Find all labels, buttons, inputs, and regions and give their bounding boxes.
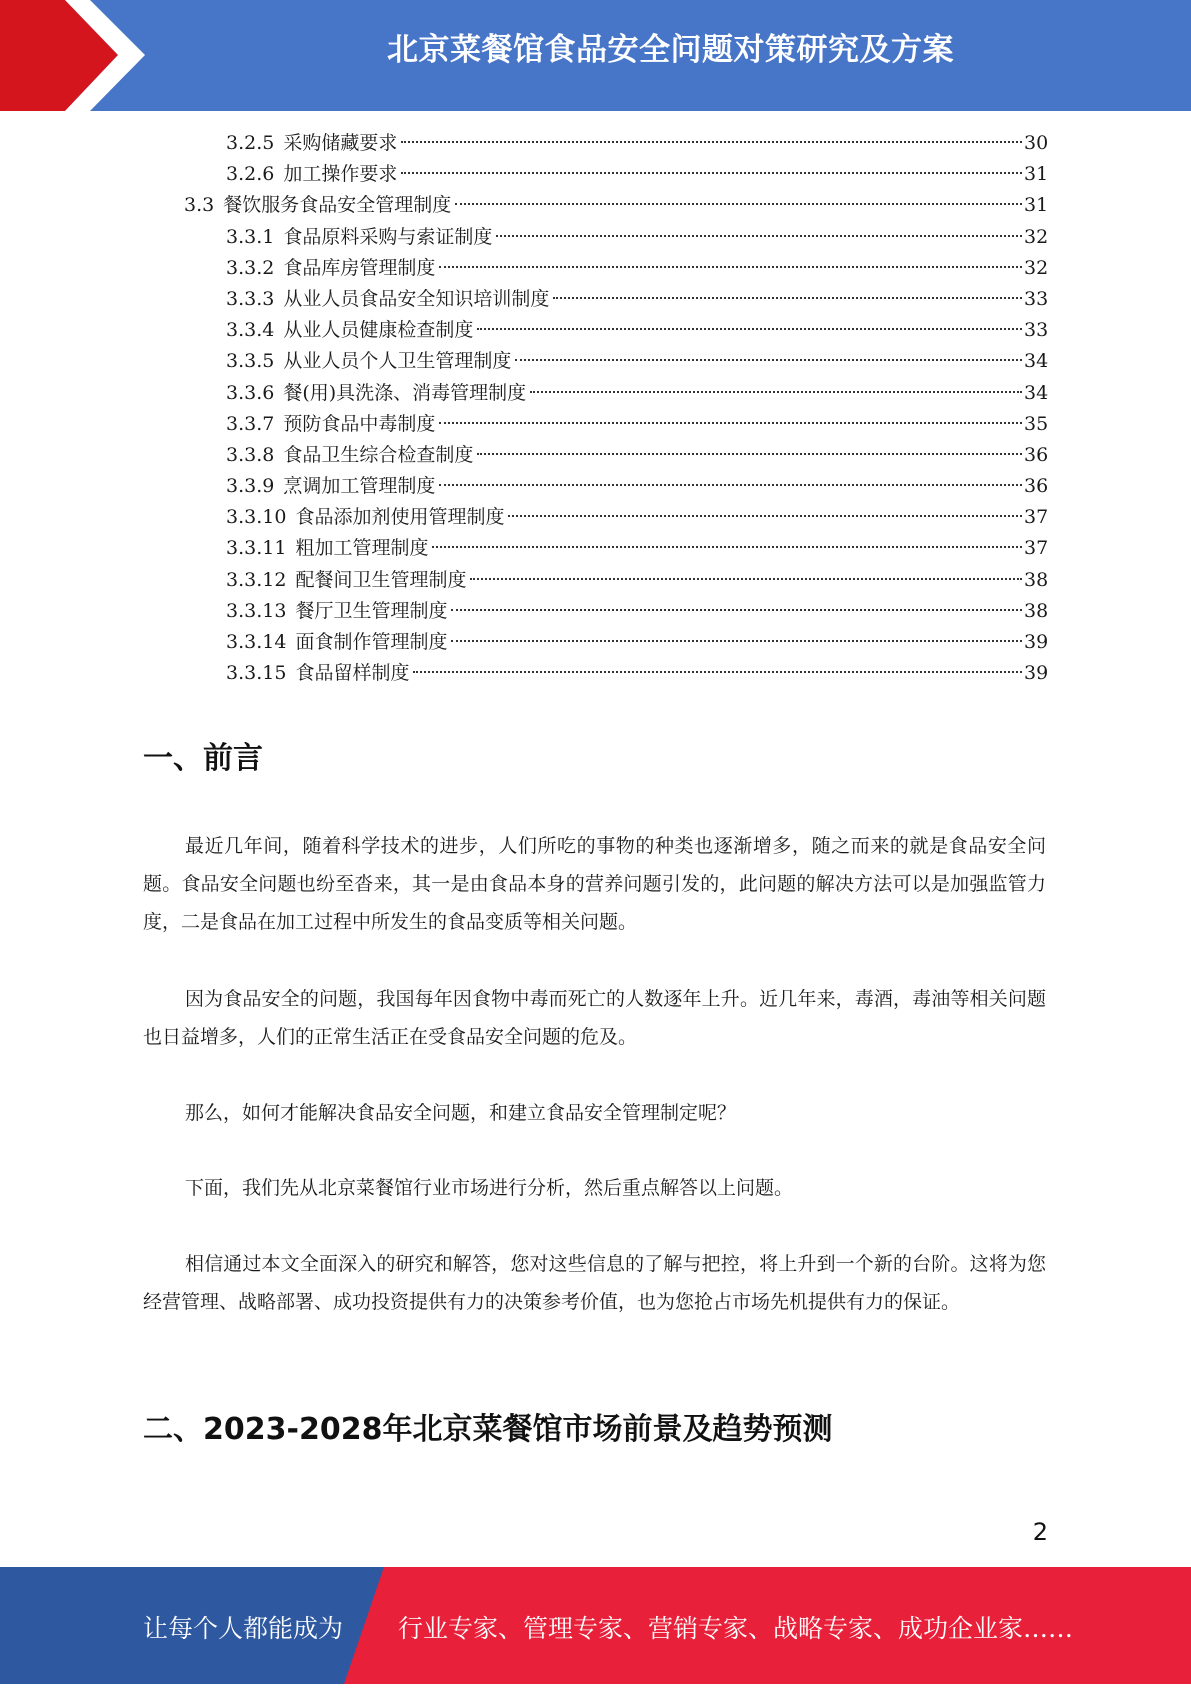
toc-entry-page: 37 bbox=[1024, 537, 1049, 560]
toc-entry-page: 34 bbox=[1024, 350, 1049, 373]
toc-entry[interactable] bbox=[0, 596, 1191, 627]
toc-entry-page: 32 bbox=[1024, 225, 1049, 248]
toc-entry-title: 餐饮服务食品安全管理制度 bbox=[223, 194, 452, 217]
section-heading-market-forecast: 二、2023-2028年北京菜餐馆市场前景及趋势预测 bbox=[143, 1412, 833, 1447]
page-footer bbox=[0, 1567, 1191, 1684]
toc-entry-number: 3.3.12 bbox=[226, 568, 287, 591]
paragraph: 因为食品安全的问题，我国每年因食物中毒而死亡的人数逐年上升。近几年来，毒酒，毒油等相关问题也日益增多，人们的正常生活正在受食品安全问题的危及。 bbox=[143, 988, 1046, 1048]
toc-entry-number: 3.2.5 bbox=[226, 132, 275, 154]
toc-entry-title: 从业人员食品安全知识培训制度 bbox=[283, 287, 550, 310]
toc-entry-page: 31 bbox=[1024, 163, 1049, 186]
section-heading-preface: 一、前言 bbox=[143, 741, 263, 776]
toc-entry[interactable] bbox=[0, 658, 1191, 689]
toc-entry-title: 食品库房管理制度 bbox=[283, 256, 436, 279]
toc-entry-number: 3.3.1 bbox=[226, 225, 275, 248]
toc-dot-leader bbox=[515, 359, 1022, 361]
toc-entry-number: 3.3.7 bbox=[226, 412, 275, 435]
toc-entry-page: 36 bbox=[1024, 443, 1049, 466]
toc-dot-leader bbox=[530, 391, 1022, 393]
footer-slogan-right: 行业专家、管理专家、营销专家、战略专家、成功企业家…… bbox=[398, 1614, 1074, 1643]
toc-entry-title: 食品卫生综合检查制度 bbox=[283, 443, 474, 466]
toc-entry[interactable] bbox=[0, 533, 1191, 564]
toc-entry-number: 3.3.4 bbox=[226, 319, 275, 342]
toc-entry-number: 3.3.11 bbox=[226, 537, 287, 560]
toc-entry-page: 35 bbox=[1024, 412, 1049, 435]
toc-entry-page: 33 bbox=[1024, 319, 1049, 342]
toc-entry-title: 食品添加剂使用管理制度 bbox=[295, 506, 505, 529]
toc-entry[interactable] bbox=[0, 315, 1191, 346]
toc-entry-title: 从业人员个人卫生管理制度 bbox=[283, 350, 512, 373]
toc-entry[interactable] bbox=[0, 565, 1191, 596]
toc-dot-leader bbox=[451, 640, 1022, 642]
toc-entry[interactable] bbox=[0, 128, 1191, 159]
toc-dot-leader bbox=[477, 453, 1022, 455]
toc-entry-number: 3.3.13 bbox=[226, 599, 287, 622]
toc-entry-number: 3.3.9 bbox=[226, 475, 275, 498]
toc-entry-title: 食品留样制度 bbox=[295, 662, 410, 685]
toc-entry[interactable] bbox=[0, 502, 1191, 533]
header-title: 北京菜餐馆食品安全问题对策研究及方案 bbox=[387, 32, 954, 68]
toc-entry-page: 39 bbox=[1024, 631, 1049, 653]
toc-dot-leader bbox=[432, 546, 1022, 548]
toc-dot-leader bbox=[439, 422, 1022, 424]
toc-entry[interactable] bbox=[0, 284, 1191, 315]
toc-entry-title: 采购储藏要求 bbox=[283, 132, 398, 154]
toc-entry[interactable] bbox=[0, 253, 1191, 284]
paragraph: 那么，如何才能解决食品安全问题，和建立食品安全管理制定呢？ bbox=[185, 1102, 737, 1124]
toc-entry-title: 餐(用)具洗涤、消毒管理制度 bbox=[283, 381, 527, 404]
toc-entry[interactable] bbox=[0, 159, 1191, 190]
toc-entry-page: 37 bbox=[1024, 506, 1049, 529]
toc-entry-number: 3.3.10 bbox=[226, 506, 287, 529]
toc-dot-leader bbox=[439, 484, 1022, 486]
page-header bbox=[0, 0, 1191, 111]
table-of-contents bbox=[0, 128, 1191, 689]
toc-entry-page: 34 bbox=[1024, 381, 1049, 404]
toc-dot-leader bbox=[553, 297, 1022, 299]
toc-dot-leader bbox=[439, 266, 1022, 268]
toc-entry-title: 配餐间卫生管理制度 bbox=[295, 568, 467, 591]
toc-entry-title: 烹调加工管理制度 bbox=[283, 475, 436, 498]
toc-entry-number: 3.3.14 bbox=[226, 631, 287, 653]
paragraph: 相信通过本文全面深入的研究和解答，您对这些信息的了解与把控，将上升到一个新的台阶。这将为您经营管理、战略部署、成功投资提供有力的决策参考价值，也为您抢占市场先机提供有力的保证。 bbox=[143, 1253, 1046, 1313]
toc-entry[interactable] bbox=[0, 627, 1191, 658]
toc-entry[interactable] bbox=[0, 378, 1191, 409]
toc-entry-number: 3.3.8 bbox=[226, 443, 275, 466]
footer-slogan-left: 让每个人都能成为 bbox=[143, 1614, 344, 1643]
toc-entry-title: 食品原料采购与索证制度 bbox=[283, 225, 493, 248]
toc-entry-title: 预防食品中毒制度 bbox=[283, 412, 436, 435]
toc-dot-leader bbox=[401, 141, 1022, 143]
toc-entry-number: 3.3 bbox=[184, 194, 215, 217]
toc-dot-leader bbox=[496, 235, 1022, 237]
toc-entry-title: 餐厅卫生管理制度 bbox=[295, 599, 448, 622]
toc-entry[interactable] bbox=[0, 409, 1191, 440]
header-arrow-logo bbox=[0, 0, 160, 111]
toc-dot-leader bbox=[477, 328, 1022, 330]
toc-dot-leader bbox=[401, 172, 1022, 174]
toc-entry-title: 粗加工管理制度 bbox=[295, 537, 429, 560]
toc-entry[interactable] bbox=[0, 471, 1191, 502]
toc-entry-page: 38 bbox=[1024, 568, 1049, 591]
page-number: 2 bbox=[1032, 1518, 1048, 1546]
toc-entry-page: 32 bbox=[1024, 256, 1049, 279]
toc-entry[interactable] bbox=[0, 222, 1191, 253]
toc-entry-page: 36 bbox=[1024, 475, 1049, 498]
toc-entry-number: 3.3.2 bbox=[226, 256, 275, 279]
toc-entry-number: 3.2.6 bbox=[226, 163, 275, 186]
toc-dot-leader bbox=[508, 515, 1022, 517]
toc-entry-page: 39 bbox=[1024, 662, 1049, 685]
toc-entry-title: 加工操作要求 bbox=[283, 163, 398, 186]
toc-entry[interactable] bbox=[0, 440, 1191, 471]
toc-entry-page: 30 bbox=[1024, 132, 1049, 154]
toc-entry-page: 33 bbox=[1024, 287, 1049, 310]
toc-dot-leader bbox=[470, 578, 1022, 580]
toc-entry-title: 面食制作管理制度 bbox=[295, 631, 448, 653]
toc-entry-number: 3.3.15 bbox=[226, 662, 287, 685]
toc-entry-number: 3.3.6 bbox=[226, 381, 275, 404]
toc-entry-number: 3.3.3 bbox=[226, 287, 275, 310]
toc-dot-leader bbox=[413, 671, 1022, 673]
toc-entry[interactable] bbox=[0, 190, 1191, 221]
paragraph: 最近几年间，随着科学技术的进步，人们所吃的事物的种类也逐渐增多，随之而来的就是食品安全问题。食品安全问题也纷至沓来，其一是由食品本身的营养问题引发的，此问题的解决方法可以是加强监管力度，二是食品在加工过程中所发生的食品变质等相关问题。 bbox=[143, 835, 1046, 933]
paragraph: 下面，我们先从北京菜餐馆行业市场进行分析，然后重点解答以上问题。 bbox=[185, 1177, 794, 1199]
toc-dot-leader bbox=[451, 609, 1022, 611]
toc-dot-leader bbox=[455, 203, 1022, 205]
toc-entry-page: 31 bbox=[1024, 194, 1049, 217]
toc-entry[interactable] bbox=[0, 346, 1191, 377]
toc-entry-number: 3.3.5 bbox=[226, 350, 275, 373]
toc-entry-page: 38 bbox=[1024, 599, 1049, 622]
toc-entry-title: 从业人员健康检查制度 bbox=[283, 319, 474, 342]
